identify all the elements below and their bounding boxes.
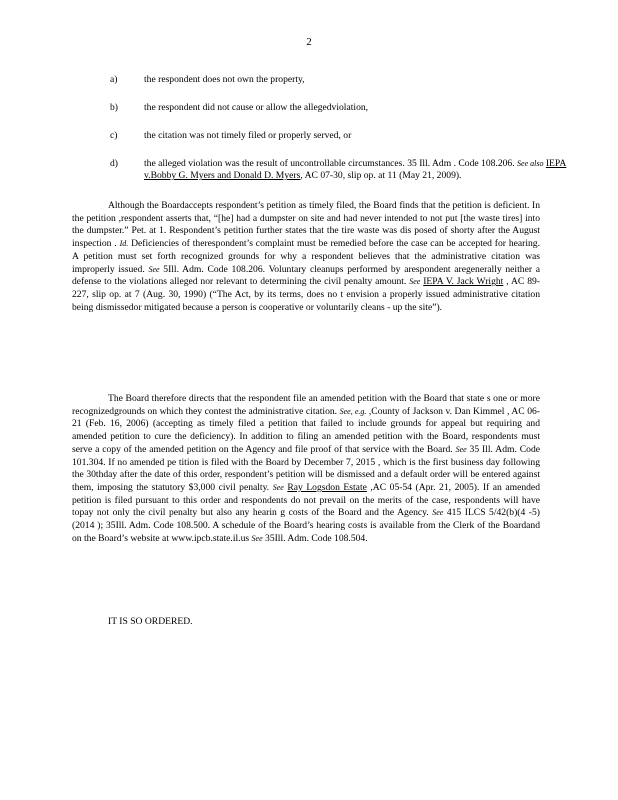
list-item-text: the citation was not timely filed or properly served, or bbox=[144, 130, 352, 141]
case-name-myers: IEPA v.Bobby G. Myers and Donald D. Myers bbox=[144, 158, 567, 182]
page-number: 2 bbox=[306, 36, 312, 48]
case-name-wright: IEPA V. Jack Wright bbox=[423, 276, 504, 288]
see-signal: See bbox=[251, 533, 263, 543]
list-item-label: d) bbox=[110, 158, 118, 169]
see-eg-signal: See, e.g. bbox=[339, 406, 367, 416]
para1-text-2: Deficiencies of therespondent’s complaint must be remedied before the case can be accepted for hearing. A petition must set forth recognized grounds for why a respondent believes that the administrative citation was improperly issued. bbox=[72, 238, 541, 275]
see-signal: See bbox=[432, 508, 444, 518]
list-item-label: b) bbox=[110, 102, 118, 113]
para2-text-1: The Board therefore directs that the respondent file an amended petition with the Board that state s one or more recognizedgrounds on which they contest the administrative citation. bbox=[72, 393, 540, 417]
para2-text-4: ,AC 05-54 (Apr. 21, 2005). If an amended petition is filed pursuant to this order and respondents do not prevail on the merits of the case, respondents will have topay not only the civil penalty but also any hearin g costs of the Board and the Agency. bbox=[72, 481, 540, 519]
para2-text-2: ,County of Jackson v. Dan Kimmel , AC 06-21 (Feb. 16, 2006) (accepting as timely filed a petition that failed to include grounds for appeal but requiring and amended petition to cure the deficiency). In addition to filing an amended petition with the Board, respondents must serve a copy of the amended petition on the Agency and file proof of that service with the Board. bbox=[72, 405, 540, 455]
paragraph-amended-petition bbox=[72, 393, 540, 545]
see-signal: See bbox=[148, 264, 160, 274]
list-item-text: the respondent did not cause or allow the allegedviolation, bbox=[144, 102, 369, 113]
para2-text-3: 35 Ill. Adm. Code 101.304. If no amended pe tition is filed with the Board by December 7, 2015 , which is the first business day following the 30thday after the date of this order, respondent’s petition will be dismissed and a default order will be entered against them, imposing the statutory $3,000 civil penalty. bbox=[72, 443, 541, 493]
see-also-signal: See also bbox=[517, 159, 544, 168]
list-item-label: a) bbox=[110, 74, 118, 85]
see-signal: See bbox=[409, 277, 421, 287]
list-item-text bbox=[144, 158, 568, 183]
para2-text-5: 415 ILCS 5/42(b)(4 -5) (2014 ); 35Ill. Adm. Code 108.500. A schedule of the Board’s hearing costs is available from the Clerk of the Boardand on the Board’s website at www.ipcb.state.il.us bbox=[72, 507, 540, 544]
para1-text-4: , AC 89-227, slip op. at 7 (Aug. 30, 1990) (“The Act, by its terms, does no t envision a properly issued administrative citation being dismissedor mitigated because a person is cooperative or voluntarily cleans - up the site”). bbox=[72, 276, 540, 313]
id-signal: Id. bbox=[119, 239, 129, 249]
para1-text-1: Although the Boardaccepts respondent’s petition as timely filed, the Board finds that the petition is deficient. In the petition ,respondent asserts that, “[he] had a dumpster on site and had never intended to not put [the waste tires] into the dumpster.” Pet. at 1. Respondent’s petition further states that the tire waste was dis posed of shorty after the August inspection . bbox=[72, 200, 540, 250]
list-item-d-text: the alleged violation was the result of uncontrollable circumstances. 35 Ill. Adm . Code 108.206. bbox=[144, 158, 515, 169]
list-item-text: the respondent does not own the property, bbox=[144, 74, 305, 85]
paragraph-petition-deficient bbox=[72, 200, 540, 314]
para2-text-6: 35Ill. Adm. Code 108.504. bbox=[262, 532, 368, 544]
list-item-label: c) bbox=[110, 130, 118, 141]
see-signal: See bbox=[455, 444, 467, 454]
para1-text-3: 5Ill. Adm. Code 108.206. Voluntary cleanups performed by arespondent aregenerally neither a defense to the violations alleged nor relevant to determining the civil penalty amount. bbox=[72, 263, 540, 288]
case-name-logsdon: Ray Logsdon Estate bbox=[287, 481, 367, 493]
see-signal: See bbox=[272, 482, 284, 492]
citation-myers: , AC 07-30, slip op. at 11 (May 21, 2009). bbox=[300, 170, 462, 182]
closing-order: IT IS SO ORDERED. bbox=[108, 616, 193, 627]
